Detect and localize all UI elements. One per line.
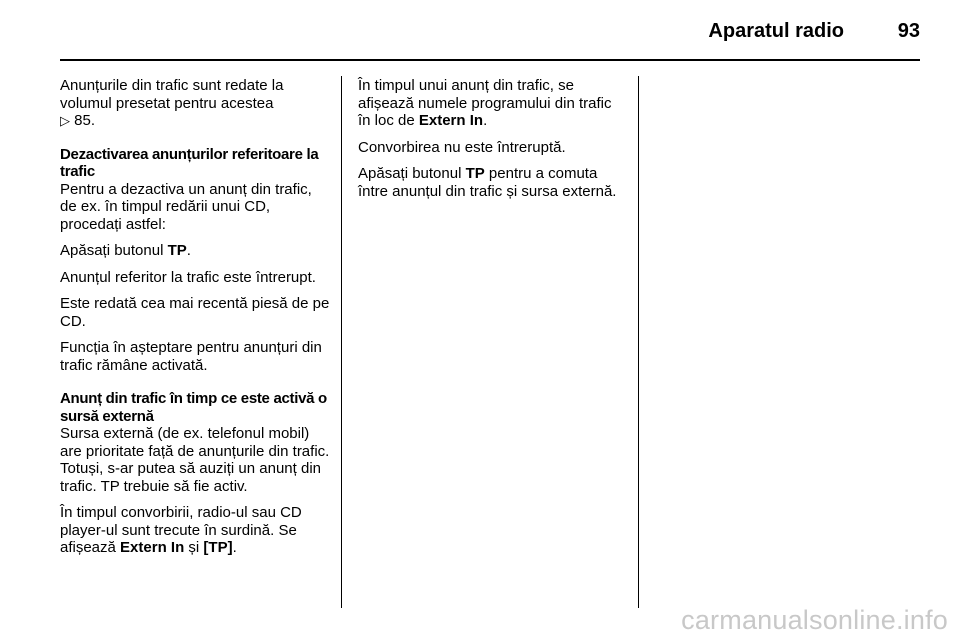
paragraph: Este redată cea mai recentă piesă de pe CD. — [60, 295, 330, 330]
column-middle — [358, 77, 626, 209]
intro-text: Anunțurile din trafic sunt redate la volumul presetat pentru acestea — [60, 77, 284, 112]
paragraph: În timpul convorbirii, radio-ul sau CD player-ul sunt trecute în surdină. Se afișează Extern In și [TP]. — [60, 504, 302, 556]
column-divider — [638, 76, 639, 608]
extern-in-label: Extern In — [120, 539, 185, 556]
paragraph: Sursa externă (de ex. telefonul mobil) are prioritate față de anunțurile din trafic. Totuși, s-ar putea să auziți un anunț din trafic. TP trebuie să fie activ. — [60, 425, 330, 495]
header-rule — [60, 59, 920, 61]
arrow-right-icon: ▷ — [60, 113, 70, 128]
tp-button-label: TP — [167, 242, 187, 259]
paragraph: Apăsați butonul TP pentru a comuta între anunțul din trafic și sursa externă. — [358, 165, 617, 200]
paragraph: În timpul unui anunț din trafic, se afișează numele programului din trafic în loc de Extern In. — [358, 77, 612, 129]
page-number: 93 — [897, 20, 920, 42]
column-left — [60, 77, 330, 566]
page-title: Aparatul radio — [708, 20, 844, 42]
page-header — [0, 0, 960, 60]
paragraph: Pentru a dezactiva un anunț din trafic, de ex. în timpul redării unui CD, procedați astfel: — [60, 180, 312, 233]
paragraph: Apăsați butonul TP. — [60, 242, 191, 259]
paragraph: Anunțul referitor la trafic este întrerupt. — [60, 268, 316, 286]
paragraph: Convorbirea nu este întreruptă. — [358, 138, 566, 156]
section-heading-external-source: Anunț din trafic în timp ce este activă o sursă externă — [60, 390, 327, 425]
section-heading-disable-traffic: Dezactivarea anunțurilor referitoare la trafic — [60, 145, 319, 180]
extern-in-label: Extern In — [418, 112, 484, 129]
tp-button-label: TP — [465, 165, 485, 182]
intro-paragraph — [60, 77, 330, 130]
intro-page-ref: 85. — [74, 112, 96, 129]
tp-indicator-label: [TP] — [203, 539, 233, 556]
paragraph: Funcția în așteptare pentru anunțuri din trafic rămâne activată. — [60, 339, 322, 374]
watermark: carmanualsonline.info — [681, 605, 948, 635]
column-divider — [341, 76, 342, 608]
